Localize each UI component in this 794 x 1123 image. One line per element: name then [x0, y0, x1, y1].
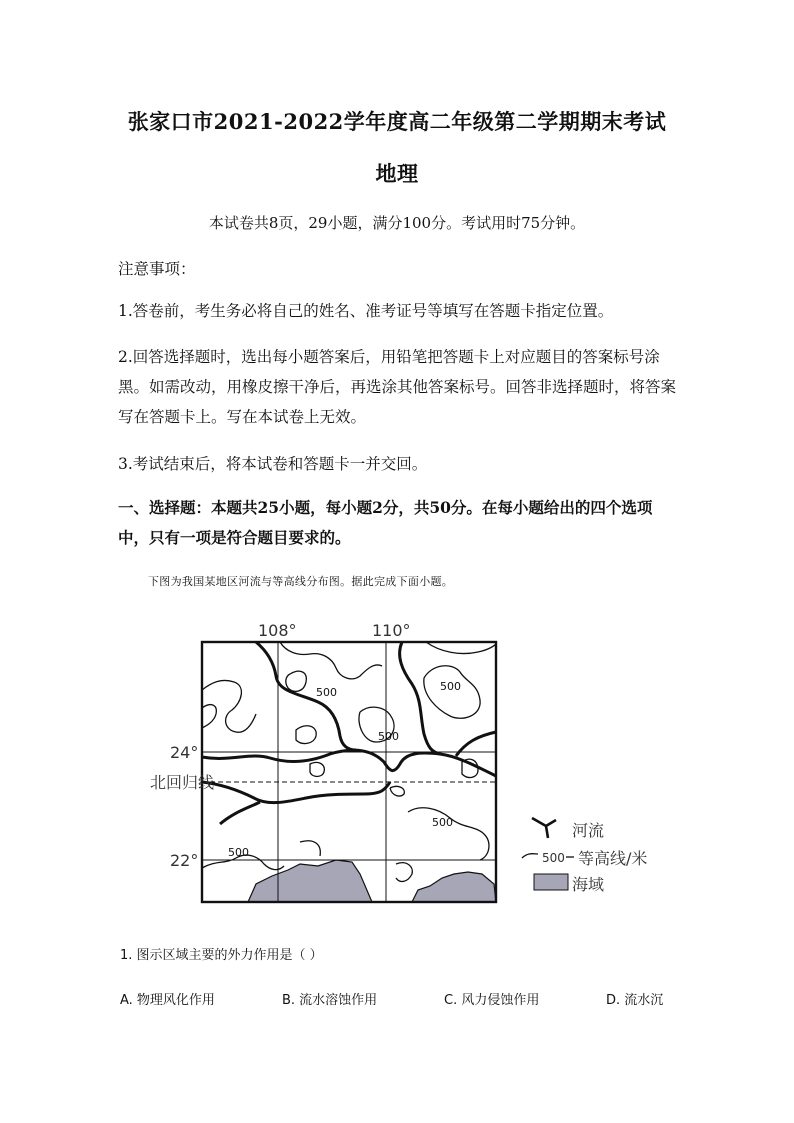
river [256, 642, 356, 750]
river-contour-map [150, 612, 680, 912]
contour-line [310, 762, 324, 776]
contour-label: 500 [432, 816, 453, 829]
contour-label: 500 [378, 730, 399, 743]
option-d[interactable]: D. 流水沉 [606, 993, 664, 1008]
contour-line [396, 863, 412, 882]
exam-info: 本试卷共8页，29小题，满分100分。考试用时75分钟。 [208, 214, 586, 232]
contour-line [286, 671, 306, 691]
lat-label-24: 24° [170, 743, 199, 762]
contour-label: 500 [228, 846, 249, 859]
option-a[interactable]: A. 物理风化作用 [120, 993, 215, 1008]
legend [522, 818, 647, 894]
lon-label-108: 108° [258, 621, 297, 640]
notice-item-1: 1.答卷前，考生务必将自己的姓名、准考证号等填写在答题卡指定位置。 [118, 302, 614, 320]
notice-item-3: 3.考试结束后，将本试卷和答题卡一并交回。 [118, 455, 428, 473]
sea-legend-icon [534, 874, 568, 890]
legend-contour-label: 等高线/米 [578, 849, 648, 868]
legend-river-label: 河流 [572, 821, 605, 840]
river [220, 802, 260, 824]
subject-title: 地理 [375, 161, 419, 186]
contour-label: 500 [316, 686, 337, 699]
contour-line [426, 642, 496, 654]
contour-line [300, 841, 320, 856]
legend-sea-label: 海域 [572, 875, 605, 894]
river-legend-icon [532, 818, 556, 838]
river [202, 782, 390, 803]
contour-line [280, 642, 382, 679]
section-heading: 一、选择题：本题共25小题，每小题2分，共50分。在每小题给出的四个选项中，只有一项是符合题目要求的。 [118, 498, 653, 547]
contour-line [202, 680, 256, 732]
option-b[interactable]: B. 流水溶蚀作用 [282, 993, 378, 1008]
lon-label-110: 110° [372, 621, 411, 640]
notice-heading: 注意事项： [118, 260, 196, 278]
contour-label: 500 [440, 680, 461, 693]
sea-area [412, 872, 496, 902]
exam-title: 张家口市2021-2022学年度高二年级第二学期期末考试 [127, 109, 667, 134]
contour-line [296, 726, 316, 744]
lat-label-22: 22° [170, 851, 199, 870]
river [202, 750, 496, 776]
notice-item-2: 2.回答选择题时，选出每小题答案后，用铅笔把答题卡上对应题目的答案标号涂黑。如需改动，用橡皮擦干净后，再选涂其他答案标号。回答非选择题时，将答案写在答题卡上。写在本试卷上无效。 [118, 348, 677, 426]
contour-line [390, 786, 404, 796]
question-stem: 1. 图示区域主要的外力作用是（ ） [120, 948, 323, 963]
option-c[interactable]: C. 风力侵蚀作用 [444, 993, 540, 1008]
contour-legend-icon [522, 854, 538, 858]
legend-contour-value: 500 [542, 851, 565, 865]
figure-caption: 下图为我国某地区河流与等高线分布图。据此完成下面小题。 [148, 575, 454, 588]
river [400, 642, 440, 754]
contour-line [202, 705, 216, 728]
tropic-label: 北回归线 [150, 773, 215, 792]
